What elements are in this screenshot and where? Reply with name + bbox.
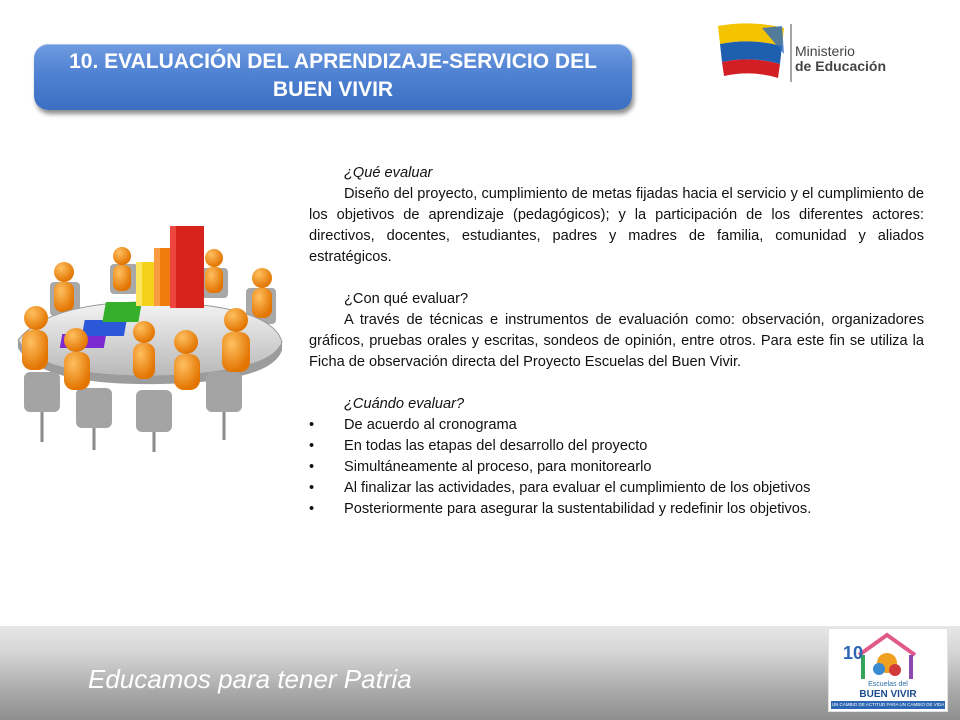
ministry-name xyxy=(795,44,886,74)
ministry-line1: Ministerio xyxy=(795,43,855,59)
list-item: • En todas las etapas del desarrollo del proyecto xyxy=(309,436,924,457)
list-item: • Al finalizar las actividades, para evaluar el cumplimiento de los objetivos xyxy=(309,478,924,499)
ministry-line2: de Educación xyxy=(795,58,887,74)
question-what-body: Diseño del proyecto, cumplimiento de metas fijadas hacia el servicio y el cumplimiento de los objetivos de aprendizaje (pedagógicos); y la participación de los diferentes actores: directivos, docentes, estudiantes, padres y madres de familia, comunidad y aliados estratégicos. xyxy=(309,186,924,265)
list-item: • Simultáneamente al proceso, para monitorearlo xyxy=(309,457,924,478)
question-when-heading: ¿Cuándo evaluar? xyxy=(344,396,465,412)
footer-slogan: Educamos para tener Patria xyxy=(88,664,412,694)
title-banner xyxy=(34,44,632,110)
page-title xyxy=(34,48,632,104)
badge-line1: Escuelas del xyxy=(868,681,908,688)
house-icon xyxy=(829,629,947,683)
question-with-body: A través de técnicas e instrumentos de evaluación como: observación, organizadores gráficos, pruebas orales y escritas, sondeos de opinión, entre otros. Para este fin se utiliza la Ficha de observación directa del Proyecto Escuelas del Buen Vivir. xyxy=(309,312,924,370)
badge-number: 10 xyxy=(843,643,864,663)
meeting-illustration xyxy=(10,222,290,454)
question-what-heading: ¿Qué evaluar xyxy=(344,165,433,181)
content-body xyxy=(309,163,924,520)
page-title-line2: BUEN VIVIR xyxy=(272,78,394,101)
list-item: • De acuerdo al cronograma xyxy=(309,415,924,436)
list-item: • Posteriormente para asegurar la sustentabilidad y redefinir los objetivos. xyxy=(309,499,924,520)
badge-line2: BUEN VIVIR xyxy=(859,689,917,700)
question-with-heading: ¿Con qué evaluar? xyxy=(344,291,469,307)
when-list xyxy=(309,415,924,520)
badge-tagline: UN CAMBIO DE ACTITUD PARA UN CAMBIO DE VIDA xyxy=(831,702,945,707)
escuelas-buen-vivir-logo xyxy=(828,628,948,712)
page-title-line1: 10. EVALUACIÓN DEL APRENDIZAJE-SERVICIO DEL xyxy=(69,50,597,73)
